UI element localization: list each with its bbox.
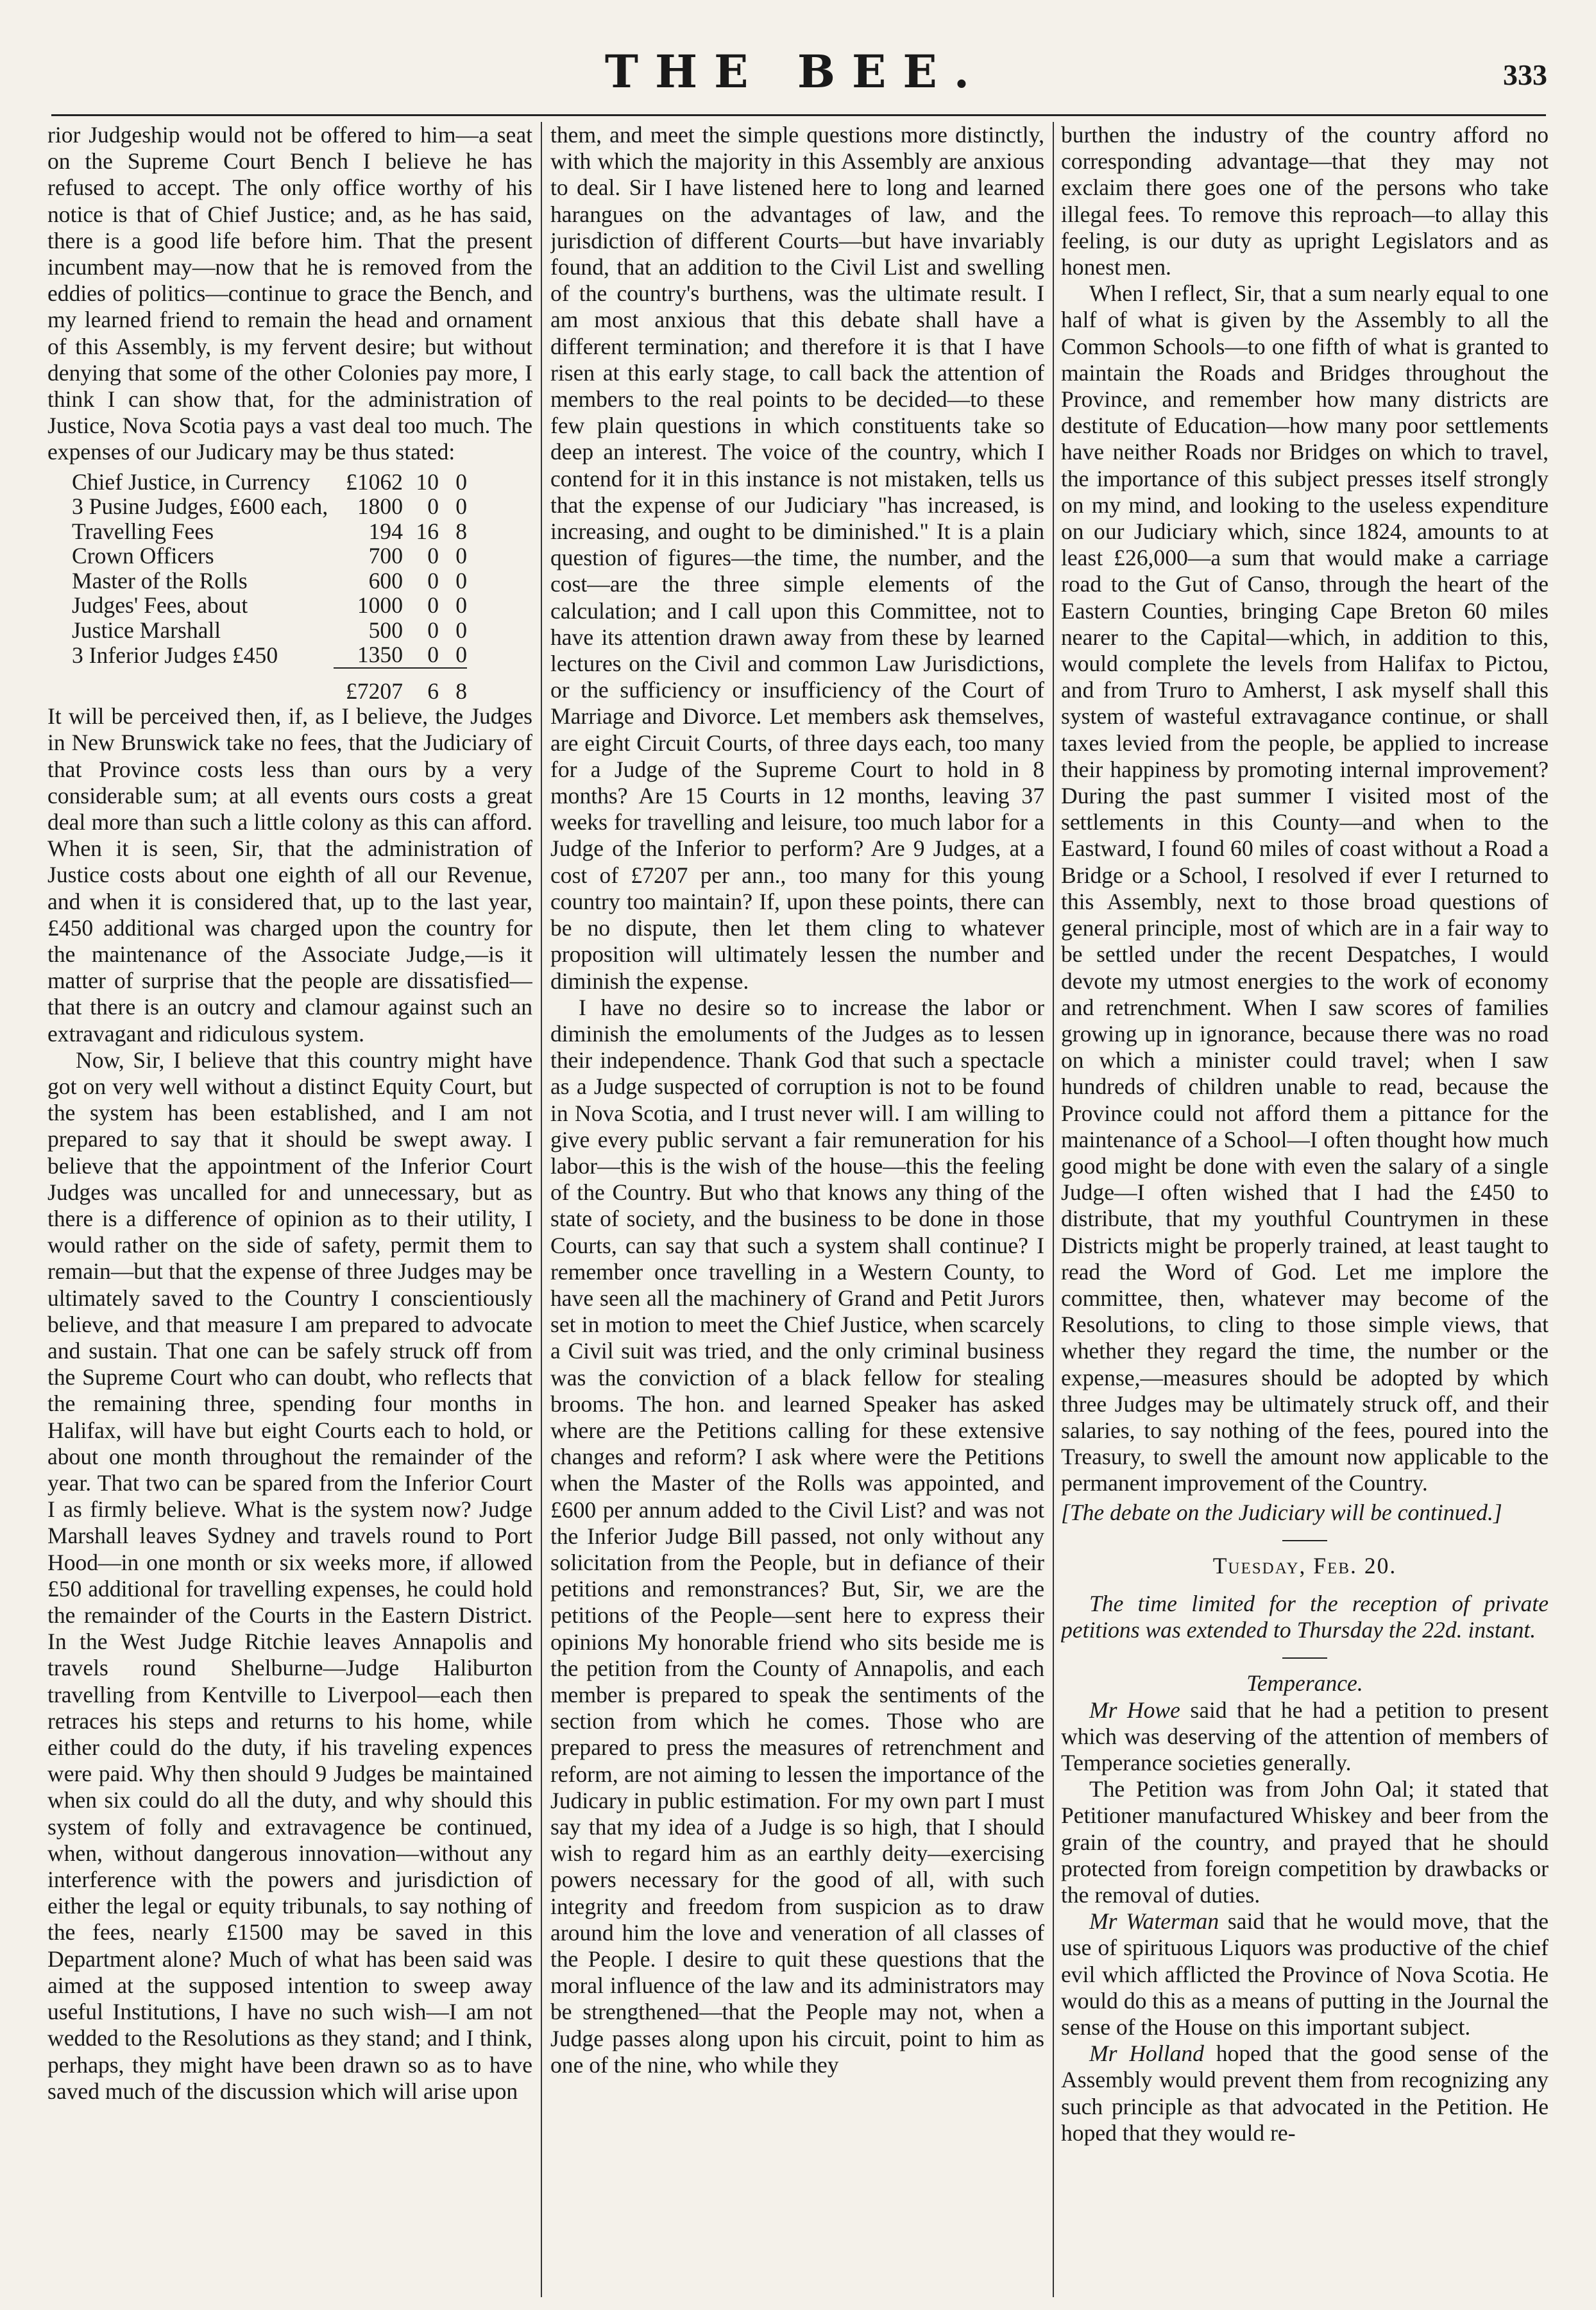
expense-row <box>72 642 467 668</box>
expense-pence: 0 <box>455 468 467 495</box>
expense-pounds: 500 <box>368 617 403 643</box>
speaker-name: Mr Waterman <box>1089 1908 1219 1935</box>
expense-row <box>72 593 467 618</box>
column-1 <box>47 122 532 2297</box>
paragraph: When I reflect, Sir, that a sum nearly equal to one half of what is given by the Assembly to all the Common Schools—to one fifth of what is granted to maintain the Roads and Bridges throughout the Province, and remember how many districts are destitute of Education—how many poor settlements have neither Roads nor Bridges on which to travel, the importance of this subject presses itself strongly on my mind, and looking to the useless expenditure on our Judiciary which, since 1824, amounts to at least £26,000—a sum that would make a carriage road to the Gut of Canso, through the heart of the Eastern Counties, bringing Cape Breton 60 miles nearer to the Capital—which, in addition to this, would complete the levels from Halifax to Pictou, and from Truro to Amherst, I ask myself shall this system of wasteful extravagance continue, or shall taxes levied from the people, be applied to increase their happiness by promoting internal improvement? During the past summer I visited most of the settlements in this County—and when to the Eastward, I found 60 miles of coast without a Road a Bridge or a School, I resolved if ever I returned to this Assembly, next to those broad questions of general principle, most of which are in a fair way to be settled under the recent Despatches, I would devote my utmost energies to the work of economy and retrenchment. When I saw scores of families growing up in ignorance, because there was no road on which a minister could travel; when I saw hundreds of children unable to read, because the Province could not afford them a pittance for the maintenance of a School—I often thought how much good might be done with even the salary of a single Judge—I often wished that I had the £450 to distribute, that my youthful Countrymen in these Districts might be properly trained, at least taught to read the Word of God. Let me implore the committee, then, whatever may become of the Resolutions, to cling to those simple views, that whether they regard the time, the number or the expense,—measures should be adopted by which three Judges may be ultimately struck off, and their salaries, to say nothing of the fees, poured into the Treasury, to swell the amount now applicable to the permanent improvement of the Country. <box>1061 280 1549 1496</box>
expense-pence: 0 <box>455 543 467 569</box>
expense-pence: 8 <box>455 518 467 544</box>
expense-shillings: 0 <box>427 493 439 520</box>
paragraph: I have no desire so to increase the labor or diminish the emoluments of the Judges as to lessen their independence. Thank God that such a spectacle as a Judge suspected of corruption is not to be found in Nova Scotia, and I trust never will. I am willing to give every public servant a fair remuneration for his labor—this is the wish of the house—this the feeling of the Country. But who that knows any thing of the state of society, and the business to be done in those Courts, can say that such a system shall continue? I remember once travelling in a Western County, to have seen all the machinery of Grand and Petit Jurors set in motion to meet the Chief Justice, when scarcely a Civil suit was tried, and the only criminal business was the conviction of a black fellow for stealing brooms. The hon. and learned Speaker has asked where are the Petitions calling for these extensive changes and reform? I ask where were the Petitions when the Master of the Rolls was appointed, and £600 per annum added to the Civil List? and was not the Inferior Judge Bill passed, not only without any solicitation from the People, but in defiance of their petitions and remonstrances? But, Sir, we are the petitions of the People—sent here to express their opinions My honorable friend who sits beside me is the petition from the County of Annapolis, and each member is prepared to speak the sentiments of the section from which he comes. Those who are prepared to press the measures of retrenchment and reform, are not aiming to lessen the importance of the Judicary in public estimation. For my own part I must say that my idea of a Judge is so high, that I should wish to regard him as an earthly deity—exercising powers necessary for the good of all, with such integrity and freedom from suspicion as to draw around him the love and veneration of all classes of the People. I desire to quit these questions that the moral influence of the law and its administrators may be strengthened—that the People may not, when a Judge passes along upon his circuit, point to him as one of the nine, who while they <box>550 994 1044 2078</box>
expense-pounds: 600 <box>368 567 403 594</box>
expense-shillings: 0 <box>427 567 439 594</box>
debate-note: [The debate on the Judiciary will be continued.] <box>1061 1499 1502 1525</box>
expense-label: 3 Pusine Judges, £600 each, <box>72 493 328 520</box>
expense-shillings: 10 <box>416 468 439 495</box>
total-pounds: £7207 <box>334 668 403 704</box>
expense-shillings: 0 <box>427 617 439 643</box>
date-heading: Tuesday, Feb. 20. <box>1212 1552 1397 1579</box>
expense-row <box>72 569 467 594</box>
paragraph: It will be perceived then, if, as I believe, the Judges in New Brunswick take no fees, that the Judiciary of that Province costs less than ours by a very considerable sum; at all events ours costs a great deal more than such a little colony as this can afford. When it is seen, Sir, that the administration of Justice costs about one eighth of all our Revenue, and when it is considered that, up to the last year, £450 additional was charged upon the country for the maintenance of the Associate Judge,—is it matter of surprise that the people are dissatisfied—that there is an outcry and clamour against such an extravagant and ridiculous system. <box>47 703 532 1047</box>
expense-shillings: 16 <box>416 518 439 544</box>
paragraph: burthen the industry of the country afford no corresponding advantage—that they may not exclaim there goes one of the persons who take illegal fees. To remove this reproach—to allay this feeling, is our duty as upright Legislators and as honest men. <box>1061 122 1549 280</box>
paragraph: Now, Sir, I believe that this country might have got on very well without a distinct Equity Court, but the system has been established, and I am not prepared to say that it should be swept away. I believe that the appointment of the Inferior Court Judges was uncalled for and unnecessary, but as there is a difference of opinion as to their utility, I would rather on the side of safety, permit them to remain—but that the expense of three Judges may be ultimately saved to the Country I conscientiously believe, and that measure I am prepared to advocate and sustain. That one can be safely struck off from the Supreme Court who can doubt, who reflects that the remaining three, spending four months in Halifax, will have but eight Courts each to hold, or about one month throughout the remainder of the year. That two can be spared from the Inferior Court I as firmly believe. What is the system now? Judge Marshall leaves Sydney and travels round to Port Hood—in one month or six weeks more, if allowed £50 additional for travelling expenses, he could hold the remainder of the Courts in the Eastern District. In the West Judge Ritchie leaves Annapolis and travels round Shelburne—Judge Haliburton travelling from Kentville to Liverpool—each then retraces his steps and returns to his home, while either could do the duty, if his traveling expences were paid. Why then should 9 Judges be maintained when six could do all the duty, and why should this system of folly and extravagence be continued, when, without dangerous innovation—without any interference with the powers and jurisdiction of either the legal or equity tribunals, to say nothing of the fees, nearly £1500 may be saved in this Department alone? Much of what has been said was aimed at the supposed intention to sweep away useful Institutions, I have no such wish—I am not wedded to the Resolutions as they stand; and I think, perhaps, they might have been drawn so as to have saved much of the discussion which will arise upon <box>47 1047 532 2104</box>
expense-label: Chief Justice, in Currency <box>72 468 310 495</box>
section-rule <box>1282 1657 1327 1659</box>
expense-pounds: 1000 <box>357 592 403 619</box>
column-divider-1 <box>541 122 542 2297</box>
expense-label: Justice Marshall <box>72 617 221 643</box>
speaker-name: Mr Holland <box>1089 2041 1204 2067</box>
expense-pounds: 700 <box>368 543 403 569</box>
paragraph-text: said that he had a petition to present which was deserving of the attention of members of Temperance societies generally. <box>1061 1697 1549 1775</box>
newspaper-title: THE BEE. <box>604 45 987 98</box>
expense-pounds: 1800 <box>357 493 403 520</box>
expense-row <box>72 543 467 569</box>
expense-pence: 0 <box>455 567 467 594</box>
section-rule <box>1282 1540 1327 1541</box>
header-rule <box>51 114 1546 116</box>
speaker-name: Mr Howe <box>1089 1697 1180 1723</box>
paragraph <box>1061 1697 1549 1777</box>
expense-pounds: 1350 <box>357 642 403 668</box>
expense-label: Crown Officers <box>72 543 214 569</box>
expense-row <box>72 470 467 495</box>
expenses-total-row <box>72 668 467 704</box>
expense-pence: 0 <box>455 642 467 668</box>
expense-shillings: 0 <box>427 543 439 569</box>
expense-pence: 0 <box>455 493 467 520</box>
expense-label: Travelling Fees <box>72 518 214 544</box>
masthead <box>38 45 1552 116</box>
paragraph: rior Judgeship would not be offered to him—a seat on the Supreme Court Bench I believe he has refused to accept. The only office worthy of his notice is that of Chief Justice; and, as he has said, there is a good life before him. That the present incumbent may—now that he is removed from the eddies of politics—continue to grace the Bench, and my learned friend to remain the head and ornament of this Assembly, is my fervent desire; but without denying that some of the other Colonies pay more, I think I can show that, for the administration of Justice, Nova Scotia pays a vast deal too much. The expenses of our Judicary may be thus stated: <box>47 122 532 465</box>
paragraph <box>1061 2041 1549 2146</box>
expense-row <box>72 519 467 544</box>
section-heading: Temperance. <box>1246 1670 1363 1697</box>
paragraph <box>1061 1908 1549 2041</box>
expense-row <box>72 494 467 519</box>
paragraph-text: hoped that the good sense of the Assembly would prevent them from recognizing any such principle as that advocated in the Petition. He hoped that they would re- <box>1061 2041 1549 2146</box>
expense-label: 3 Inferior Judges £450 <box>72 642 278 668</box>
paragraph: them, and meet the simple questions more distinctly, with which the majority in this Assembly are anxious to deal. Sir I have listened here to long and learned harangues on the advantages of law, and the jurisdiction of different Courts—but have invariably found, that an addition to the Civil List and swelling of the country's burthens, was the ultimate result. I am most anxious that this debate shall have a different termination; and therefore it is that I have risen at this early stage, to call back the attention of members to the real points to be decided—to these few plain questions in which constituents take so deep an interest. The voice of the country, which I contend for it in this instance is not mistaken, tells us that the expense of our Judiciary "has increased, is increasing, and ought to be diminished." It is a plain question of figures—the time, the number, and the cost—are the three simple elements of the calculation; and I call upon this Committee, not to have its attention drawn away from these by learned lectures on the Civil and common Law Jurisdictions, or the sufficiency or insufficiency of the Court of Marriage and Divorce. Let members ask themselves, are eight Circuit Courts, of three days each, too many for a Judge of the Supreme Court to hold in 8 months? Are 15 Courts in 12 months, leaving 37 weeks for travelling and leisure, too much labor for a Judge of the Inferior to perform? Are 9 Judges, at a cost of £7207 per ann., too many for this young country too maintain? If, upon these points, there can be no dispute, then let them cling to whatever proposition will ultimately lessen the number and diminish the expense. <box>550 122 1044 994</box>
expense-pence: 0 <box>455 617 467 643</box>
notice-paragraph: The time limited for the reception of private petitions was extended to Thursday the 22d. instant. <box>1061 1590 1549 1643</box>
expense-label: Master of the Rolls <box>72 567 248 594</box>
expense-label: Judges' Fees, about <box>72 592 248 619</box>
expense-shillings: 0 <box>427 592 439 619</box>
column-divider-2 <box>1053 122 1054 2297</box>
paragraph-text: said that he would move, that the use of spirituous Liquors was productive of the chief evil which afflicted the Province of Nova Scotia. He would do this as a means of putting in the Journal the sense of the House on this important subject. <box>1061 1908 1549 2041</box>
column-3 <box>1061 122 1549 2297</box>
total-shillings: 6 <box>403 668 439 704</box>
column-2 <box>550 122 1044 2297</box>
expense-pence: 0 <box>455 592 467 619</box>
expense-pounds: £1062 <box>346 468 403 495</box>
expense-row <box>72 618 467 643</box>
paragraph: The Petition was from John Oal; it stated that Petitioner manufactured Whiskey and beer from the grain of the country, and prayed that he should protected from foreign competition by drawbacks or the removal of duties. <box>1061 1776 1549 1908</box>
total-pence: 8 <box>439 668 467 704</box>
page-number: 333 <box>1503 58 1547 91</box>
expenses-table <box>72 470 467 704</box>
expense-pounds: 194 <box>368 518 403 544</box>
expense-shillings: 0 <box>427 642 439 668</box>
